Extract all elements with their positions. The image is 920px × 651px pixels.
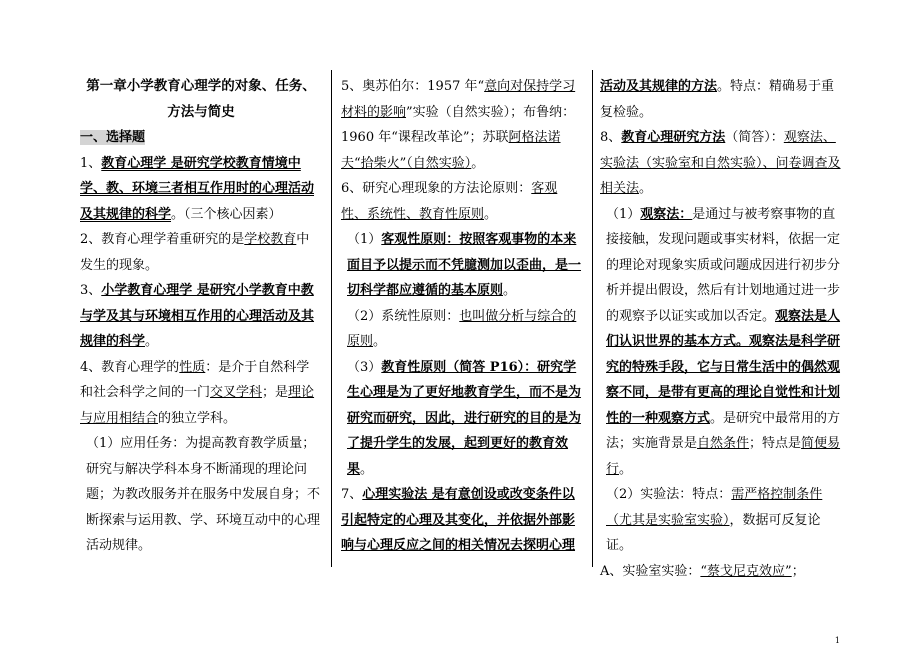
item-1: 1、教育心理学 是研究学校教育情境中学、教、环境三者相互作用时的心理活动及其规律的科学。（三个核心因素） (80, 155, 315, 222)
item-8: 8、教育心理研究方法（简答）：观察法、实验法（实验室和自然实验）、问卷调查及相关法。 (600, 130, 841, 196)
item-3: 3、小学教育心理学 是研究小学教育中教与学及其与环境相互作用的心理活动及其规律的科学。 (80, 283, 315, 349)
column-1 (80, 74, 322, 559)
column-3 (600, 74, 842, 584)
column-divider-2 (592, 70, 593, 567)
item-6-sub-2: （2）系统性原则：也叫做分析与综合的原则。 (347, 308, 577, 349)
section-heading: 一、选择题 (80, 130, 146, 145)
item-8-sub-2: （2）实验法：特点：需严格控制条件（尤其是实验室实验），数据可反复论证。 (606, 487, 823, 553)
item-4: 4、教育心理学的性质：是介于自然科学和社会科学之间的一门交叉学科；是理论与应用相结合的独立学科。 (80, 359, 315, 426)
item-2: 2、教育心理学着重研究的是学校教育中发生的现象。 (80, 232, 310, 273)
page-number: 1 (834, 636, 840, 645)
column-2 (341, 74, 583, 559)
item-4-sub-1: （1）应用任务：为提高教育教学质量；研究与解决学科本身不断涌现的理论问题；为教改服务并在服务中发展自身；不断探索与运用教、学、环境互动中的心理活动规律。 (86, 436, 321, 553)
item-8-sub-2-a: A、实验室实验：“蔡戈尼克效应”； (600, 563, 805, 579)
item-6: 6、研究心理现象的方法论原则：客观性、系统性、教育性原则。 (341, 181, 558, 222)
item-7: 7、心理实验法 是有意创设或改变条件以引起特定的心理及其变化，并依据外部影响与心理反应之间的相关情况去探明心理 (341, 487, 576, 553)
chapter-title: 第一章小学教育心理学的对象、任务、方法与简史 (86, 78, 316, 120)
item-8-sub-1: （1）观察法：是通过与被考察事物的直接接触，发现问题或事实材料，依据一定的理论对现象实质或问题成因进行初步分析并提出假设，然后有计划地通过进一步的观察予以证实或加以否定。观察法是人们认识世界的基本方式。观察法是科学研究的特殊手段，它与日常生活中的偶然观察不同，是带有更高的理论自觉性和计划性的一种观察方式。是研究中最常用的方法；实施背景是自然条件；特点是简便易行。 (606, 206, 841, 477)
item-6-sub-3: （3）教育性原则（简答 P16）：研究学生心理是为了更好地教育学生，而不是为研究而研究，因此，进行研究的目的是为了提升学生的发展，起到更好的教育效果。 (347, 359, 582, 477)
item-6-sub-1: （1）客观性原则：按照客观事物的本来面目予以提示而不凭臆测加以歪曲，是一切科学都应遵循的基本原则。 (347, 232, 582, 298)
item-7-cont: 活动及其规律的方法。特点：精确易于重复检验。 (600, 79, 835, 120)
column-divider-1 (331, 70, 332, 567)
item-5: 5、奥苏伯尔：1957 年“意向对保持学习材料的影响”实验（自然实验）；布鲁纳：1960 年“课程改革论”；苏联阿格法诺夫“拾柴火”（自然实验）。 (341, 79, 576, 171)
